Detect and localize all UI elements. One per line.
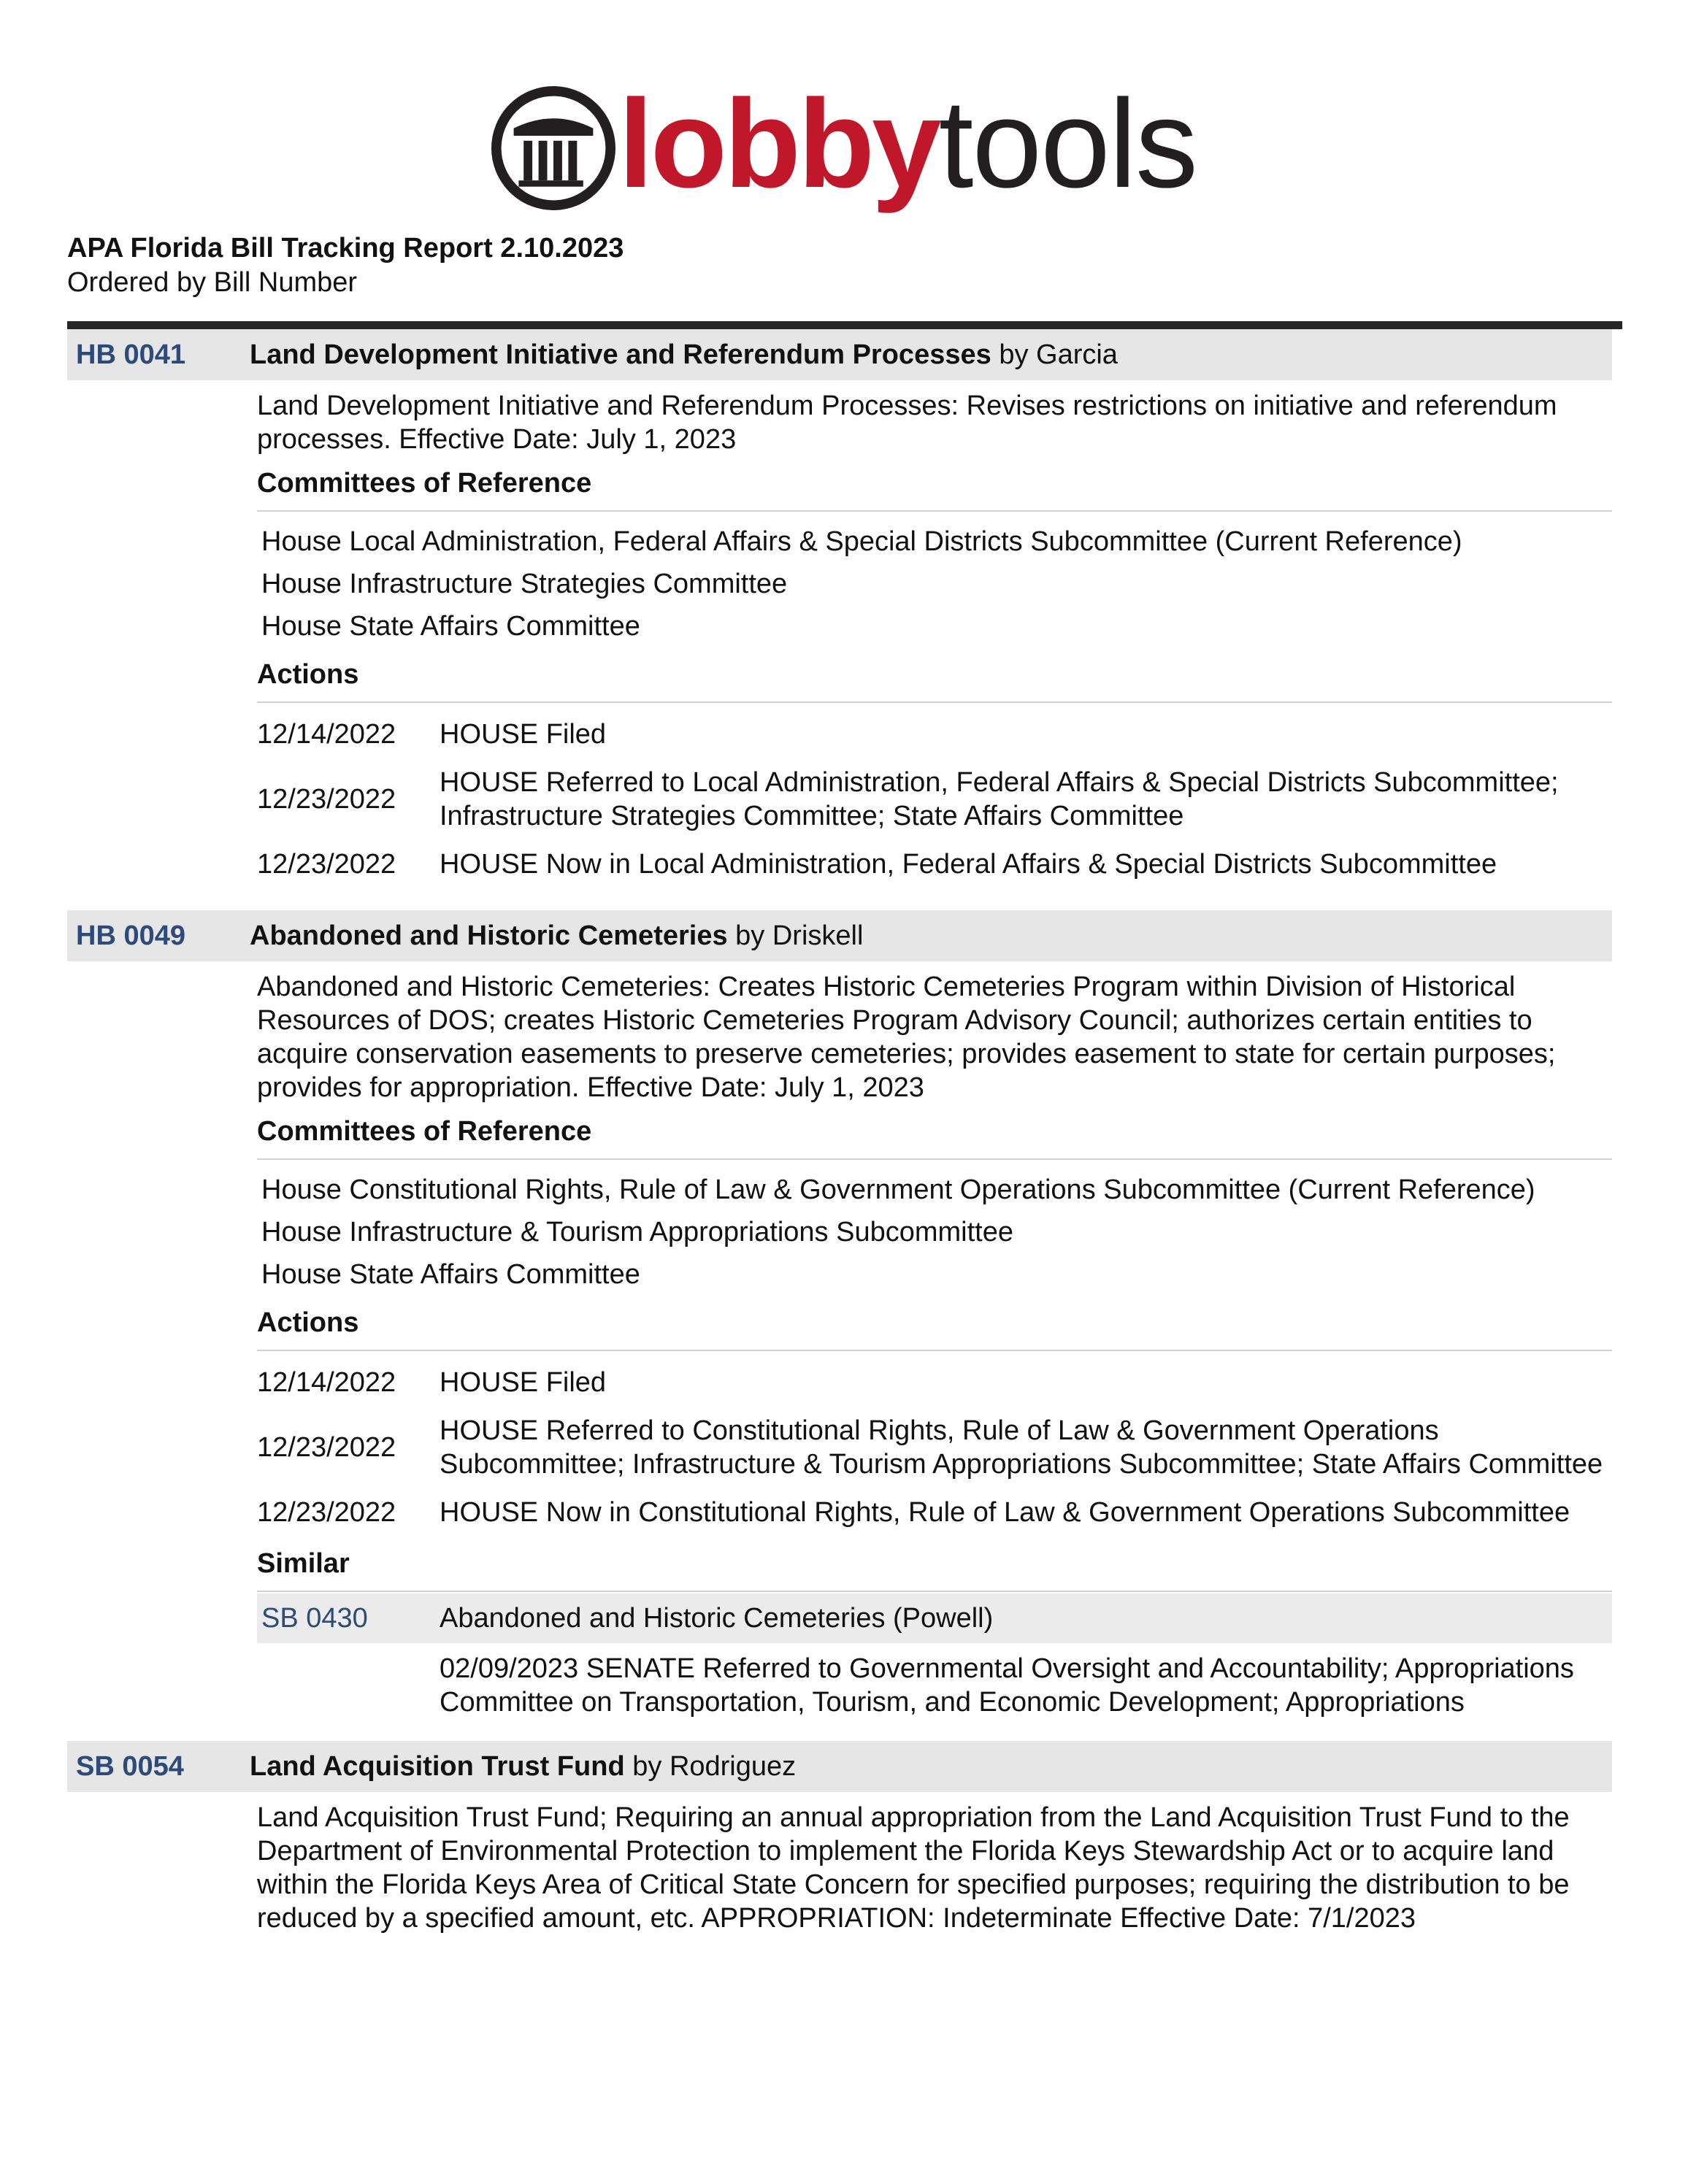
action-text: HOUSE Filed <box>440 719 607 750</box>
action-text: HOUSE Referred to Local Administration, Federal Affairs & Special Districts Subcommittee; Infrastructure Strategies Committee; State Affairs Committee <box>440 767 1559 831</box>
bill-number-link[interactable]: HB 0041 <box>76 339 185 370</box>
action-date: 12/23/2022 <box>257 1497 396 1528</box>
action-list <box>257 1358 1612 1537</box>
bill-sponsor: Garcia <box>1036 339 1118 370</box>
action-text: HOUSE Now in Constitutional Rights, Rule of Law & Government Operations Subcommittee <box>440 1497 1570 1528</box>
bill-title: Abandoned and Historic Cemeteries <box>250 920 728 951</box>
bill-title: Land Development Initiative and Referendum Processes <box>250 339 991 370</box>
action-text: HOUSE Referred to Constitutional Rights, Rule of Law & Government Operations Subcommittee; Infrastructure & Tourism Appropriations Subcommittee; State Affairs Committee <box>440 1415 1603 1480</box>
actions-heading: Actions <box>257 658 1612 703</box>
bill-summary: Land Development Initiative and Referendum Processes: Revises restrictions on initiative and referendum processes. Effective Date: July 1, 2023 <box>257 391 1557 455</box>
bill-hb0041 <box>67 329 1612 888</box>
logo-tools-text: tools <box>938 74 1197 214</box>
similar-bill-link[interactable]: SB 0430 <box>261 1602 368 1634</box>
bill-header <box>67 329 1612 380</box>
header-divider <box>67 321 1622 329</box>
bill-summary: Land Acquisition Trust Fund; Requiring an annual appropriation from the Land Acquisition Trust Fund to the Department of Environmental Protection to implement the Florida Keys Stewardship Act or to acquire land within the Florida Keys Area of Critical State Concern for specified purposes; requiring the distribution to be reduced by a specified amount, etc. APPROPRIATION: Indeterminate Effective Date: 7/1/2023 <box>257 1802 1570 1934</box>
action-row <box>257 710 1612 758</box>
actions-heading: Actions <box>257 1306 1612 1351</box>
committee-list <box>257 520 1612 647</box>
action-row <box>257 758 1612 840</box>
action-row <box>257 1488 1612 1537</box>
bill-title: Land Acquisition Trust Fund <box>250 1750 625 1782</box>
committees-heading: Committees of Reference <box>257 1115 1612 1160</box>
bill-header <box>67 910 1612 961</box>
committee-item: House Local Administration, Federal Affairs & Special Districts Subcommittee (Current Reference) <box>261 526 1462 557</box>
bill-header <box>67 1741 1612 1792</box>
similar-bill-row <box>257 1593 1612 1643</box>
committee-item: House Infrastructure & Tourism Appropriations Subcommittee <box>261 1217 1013 1247</box>
bill-hb0049 <box>67 910 1612 1719</box>
bill-number-link[interactable]: SB 0054 <box>76 1750 184 1782</box>
committee-item: House Infrastructure Strategies Committee <box>261 569 788 599</box>
committee-item: House State Affairs Committee <box>261 611 640 642</box>
logo-lobby-text: lobby <box>618 74 939 214</box>
committee-list <box>257 1169 1612 1296</box>
lobbytools-logo <box>0 73 1688 219</box>
bill-sponsor: Rodriguez <box>669 1750 797 1782</box>
action-text: HOUSE Now in Local Administration, Federal Affairs & Special Districts Subcommittee <box>440 849 1497 880</box>
action-date: 12/23/2022 <box>257 1432 396 1463</box>
action-row <box>257 1358 1612 1407</box>
bill-list <box>67 329 1612 1957</box>
action-date: 12/14/2022 <box>257 1367 396 1398</box>
action-row <box>257 1407 1612 1488</box>
by-label: by <box>999 339 1029 370</box>
report-header <box>67 231 624 299</box>
similar-bill-title: Abandoned and Historic Cemeteries (Powell) <box>440 1602 994 1634</box>
committees-heading: Committees of Reference <box>257 466 1612 512</box>
by-label: by <box>632 1750 662 1782</box>
bill-title-line <box>250 1751 796 1783</box>
bill-title-line <box>250 920 863 952</box>
bill-number-link[interactable]: HB 0049 <box>76 920 185 951</box>
bill-sb0054 <box>67 1741 1612 1935</box>
action-date: 12/14/2022 <box>257 719 396 750</box>
logo-wordmark <box>618 74 1197 214</box>
bill-sponsor: Driskell <box>772 920 864 951</box>
action-date: 12/23/2022 <box>257 849 396 880</box>
by-label: by <box>735 920 765 951</box>
action-row <box>257 840 1612 888</box>
bill-title-line <box>250 339 1118 371</box>
similar-bill-action: 02/09/2023 SENATE Referred to Governmental Oversight and Accountability; Appropriations Committee on Transportation, Tourism, and Economic Development; Appropriations <box>440 1653 1574 1718</box>
similar-heading: Similar <box>257 1547 1612 1592</box>
report-subtitle: Ordered by Bill Number <box>67 267 358 298</box>
action-text: HOUSE Filed <box>440 1367 607 1398</box>
capitol-column-icon <box>491 86 615 210</box>
bill-summary: Abandoned and Historic Cemeteries: Creates Historic Cemeteries Program within Division of Historical Resources of DOS; creates Historic Cemeteries Program Advisory Council; authorizes certain entities to acquire conservation easements to preserve cemeteries; provides easement to state for certain purposes; provides for appropriation. Effective Date: July 1, 2023 <box>257 972 1556 1103</box>
action-date: 12/23/2022 <box>257 784 396 815</box>
committee-item: House Constitutional Rights, Rule of Law & Government Operations Subcommittee (Current Reference) <box>261 1174 1535 1205</box>
action-list <box>257 710 1612 888</box>
committee-item: House State Affairs Committee <box>261 1259 640 1290</box>
report-title: APA Florida Bill Tracking Report 2.10.2023 <box>67 233 624 264</box>
